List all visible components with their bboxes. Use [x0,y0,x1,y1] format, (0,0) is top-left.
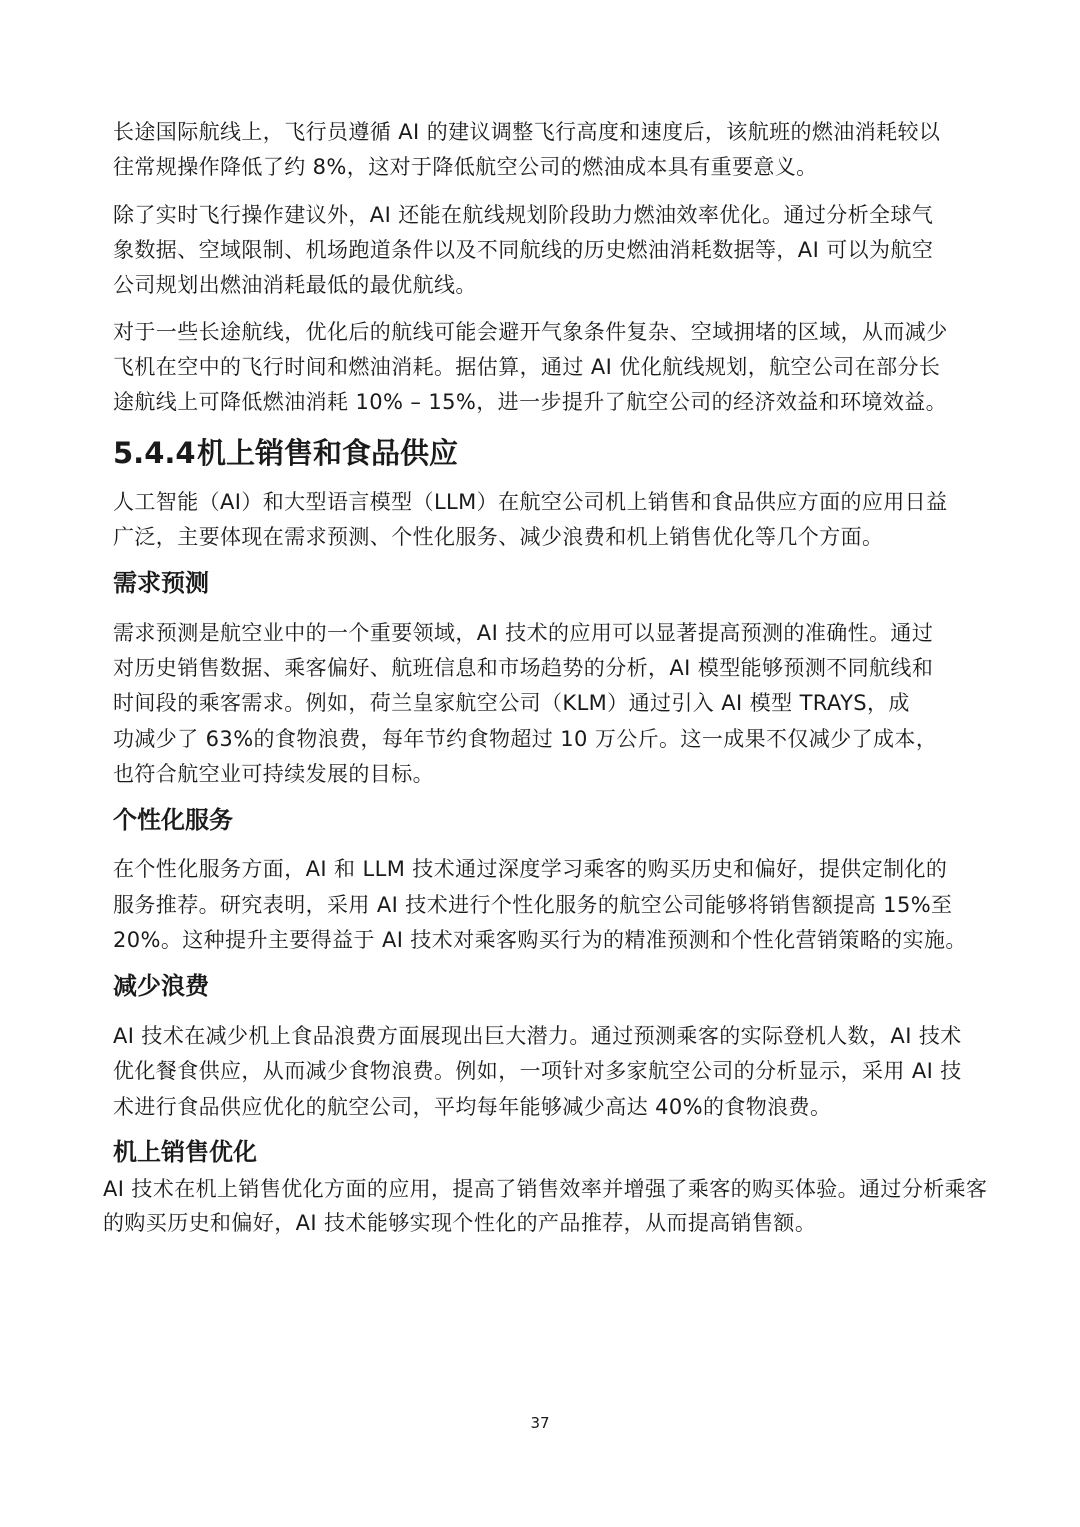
subheading-waste: 减少浪费 [113,972,209,1000]
text-line: 也符合航空业可持续发展的目标。 [113,762,434,786]
subheading-demand: 需求预测 [113,569,209,597]
text-line: 广泛，主要体现在需求预测、个性化服务、减少浪费和机上销售优化等几个方面。 [113,525,884,549]
text-line: 对于一些长途航线，优化后的航线可能会避开气象条件复杂、空域拥堵的区域，从而减少 [113,320,948,344]
section-number: 5.4.4 [113,436,196,470]
text-line: 术进行食品供应优化的航空公司，平均每年能够减少高达 40%的食物浪费。 [113,1095,832,1119]
text-line: 除了实时飞行操作建议外，AI 还能在航线规划阶段助力燃油效率优化。通过分析全球气 [113,203,934,227]
page-number: 37 [530,1414,550,1432]
text-line: 往常规操作降低了约 8%，这对于降低航空公司的燃油成本具有重要意义。 [113,155,818,179]
text-line: 需求预测是航空业中的一个重要领域，AI 技术的应用可以显著提高预测的准确性。通过 [113,621,934,645]
text-line: 20%。这种提升主要得益于 AI 技术对乘客购买行为的精准预测和个性化营销策略的实施。 [113,928,967,952]
text-line: 公司规划出燃油消耗最低的最优航线。 [113,273,477,297]
text-line: 时间段的乘客需求。例如，荷兰皇家航空公司（KLM）通过引入 AI 模型 TRAYS，成 [113,691,910,715]
text-line: 途航线上可降低燃油消耗 10% – 15%，进一步提升了航空公司的经济效益和环境效益。 [113,390,948,414]
text-line: 长途国际航线上，飞行员遵循 AI 的建议调整飞行高度和速度后，该航班的燃油消耗较以 [113,120,941,144]
text-line: 飞机在空中的飞行时间和燃油消耗。据估算，通过 AI 优化航线规划，航空公司在部分长 [113,355,941,379]
text-line: 对历史销售数据、乘客偏好、航班信息和市场趋势的分析，AI 模型能够预测不同航线和 [113,656,934,680]
section-title: 机上销售和食品供应 [197,436,459,470]
subheading-personal: 个性化服务 [113,806,233,834]
text-line: 的购买历史和偏好，AI 技术能够实现个性化的产品推荐，从而提高销售额。 [103,1211,817,1235]
subheading-sales: 机上销售优化 [113,1138,257,1166]
text-line: AI 技术在减少机上食品浪费方面展现出巨大潜力。通过预测乘客的实际登机人数，AI 技术 [113,1024,962,1048]
text-line: 优化餐食供应，从而减少食物浪费。例如，一项针对多家航空公司的分析显示，采用 AI 技 [113,1059,962,1083]
text-line: 服务推荐。研究表明，采用 AI 技术进行个性化服务的航空公司能够将销售额提高 15%至 [113,893,953,917]
text-line: 象数据、空域限制、机场跑道条件以及不同航线的历史燃油消耗数据等，AI 可以为航空 [113,238,934,262]
section-heading [113,433,458,473]
text-line: AI 技术在机上销售优化方面的应用，提高了销售效率并增强了乘客的购买体验。通过分析乘客 [103,1177,988,1201]
text-line: 人工智能（AI）和大型语言模型（LLM）在航空公司机上销售和食品供应方面的应用日益 [113,490,948,514]
text-line: 在个性化服务方面，AI 和 LLM 技术通过深度学习乘客的购买历史和偏好，提供定制化的 [113,857,948,881]
text-line: 功减少了 63%的食物浪费，每年节约食物超过 10 万公斤。这一成果不仅减少了成本， [113,727,938,751]
